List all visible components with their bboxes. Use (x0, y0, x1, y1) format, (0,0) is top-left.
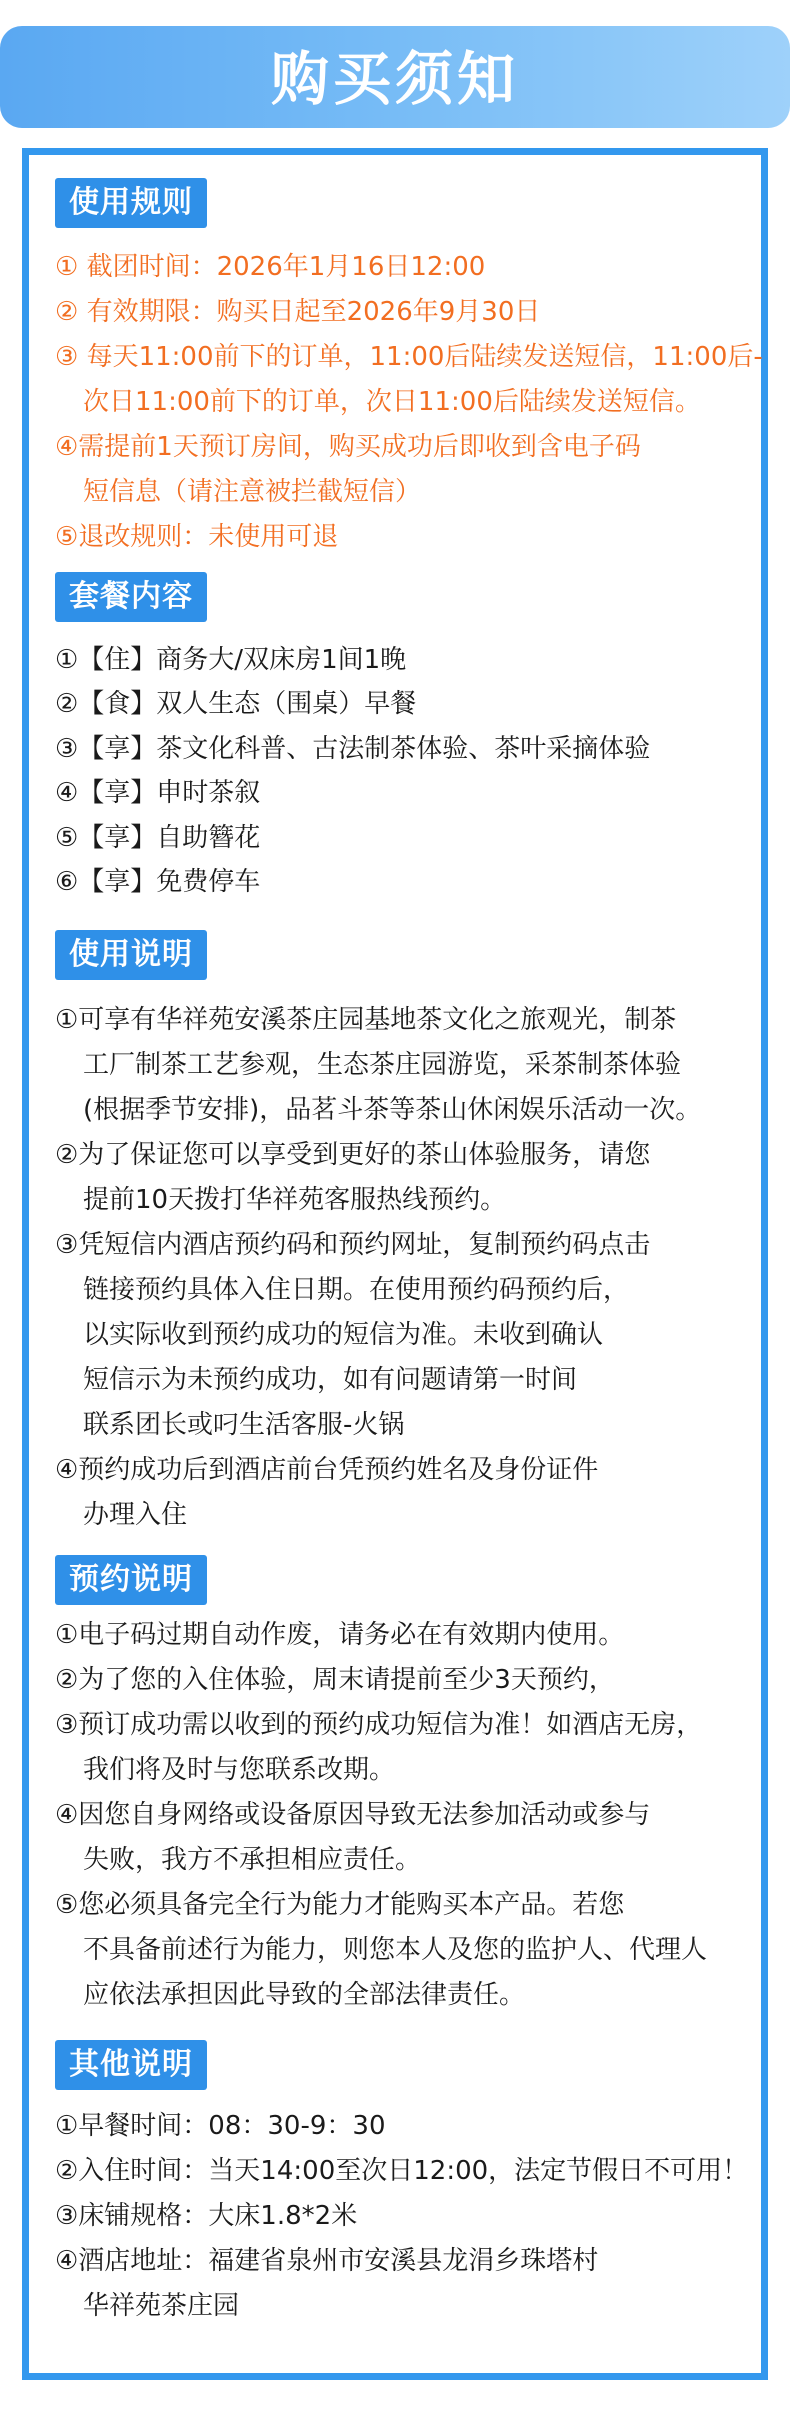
usage-line: 工厂制茶工艺参观，生态茶庄园游览，采茶制茶体验 (83, 1050, 682, 1080)
usage-line: 联系团长或叼生活客服-火锅 (83, 1410, 405, 1440)
rules-line: ① 截团时间：2026年1月16日12:00 (55, 252, 486, 282)
section-heading-package: 套餐内容 (55, 572, 207, 622)
usage-line: (根据季节安排)，品茗斗茶等茶山休闲娱乐活动一次。 (83, 1095, 702, 1125)
other-line: ④酒店地址：福建省泉州市安溪县龙涓乡珠塔村 (55, 2246, 599, 2276)
usage-line: 链接预约具体入住日期。在使用预约码预约后， (83, 1275, 630, 1305)
package-line: ③【享】茶文化科普、古法制茶体验、茶叶采摘体验 (55, 734, 651, 764)
booking-line: ⑤您必须具备完全行为能力才能购买本产品。若您 (55, 1890, 625, 1920)
rules-line: 次日11:00前下的订单，次日11:00后陆续发送短信。 (83, 387, 701, 417)
usage-line: 办理入住 (83, 1500, 188, 1530)
rules-line: 短信息（请注意被拦截短信） (83, 477, 422, 507)
package-line: ⑥【享】免费停车 (55, 867, 261, 897)
other-line: ③床铺规格：大床1.8*2米 (55, 2201, 358, 2231)
title-banner (0, 26, 790, 128)
usage-line: ④预约成功后到酒店前台凭预约姓名及身份证件 (55, 1455, 599, 1485)
package-line: ⑤【享】自助簪花 (55, 823, 261, 853)
other-line: ②入住时间：当天14:00至次日12:00，法定节假日不可用！ (55, 2156, 749, 2186)
usage-line: 提前10天拨打华祥苑客服热线预约。 (83, 1185, 507, 1215)
page-title: 购买须知 (270, 45, 519, 113)
package-line: ②【食】双人生态（围桌）早餐 (55, 689, 417, 719)
rules-line: ② 有效期限：购买日起至2026年9月30日 (55, 297, 541, 327)
booking-line: 不具备前述行为能力，则您本人及您的监护人、代理人 (83, 1935, 708, 1965)
booking-line: 我们将及时与您联系改期。 (83, 1755, 396, 1785)
other-line: 华祥苑茶庄园 (83, 2291, 240, 2321)
booking-line: ①电子码过期自动作废，请务必在有效期内使用。 (55, 1620, 625, 1650)
usage-line: ②为了保证您可以享受到更好的茶山体验服务，请您 (55, 1140, 651, 1170)
section-heading-other: 其他说明 (55, 2040, 207, 2090)
booking-line: 失败，我方不承担相应责任。 (83, 1845, 422, 1875)
package-line: ④【享】申时茶叙 (55, 778, 261, 808)
usage-line: 以实际收到预约成功的短信为准。未收到确认 (83, 1320, 604, 1350)
usage-line: 短信示为未预约成功，如有问题请第一时间 (83, 1365, 578, 1395)
section-heading-booking: 预约说明 (55, 1555, 207, 1605)
booking-line: ③预订成功需以收到的预约成功短信为准！如酒店无房， (55, 1710, 703, 1740)
package-line: ①【住】商务大/双床房1间1晚 (55, 645, 407, 675)
rules-line: ③ 每天11:00前下的订单，11:00后陆续发送短信，11:00后- (55, 342, 763, 372)
other-line: ①早餐时间：08：30-9：30 (55, 2111, 386, 2141)
booking-line: ④因您自身网络或设备原因导致无法参加活动或参与 (55, 1800, 651, 1830)
usage-line: ③凭短信内酒店预约码和预约网址，复制预约码点击 (55, 1230, 651, 1260)
section-heading-usage: 使用说明 (55, 930, 207, 980)
booking-line: ②为了您的入住体验，周末请提前至少3天预约， (55, 1665, 615, 1695)
rules-line: ⑤退改规则：未使用可退 (55, 522, 339, 552)
rules-line: ④需提前1天预订房间，购买成功后即收到含电子码 (55, 432, 641, 462)
booking-line: 应依法承担因此导致的全部法律责任。 (83, 1980, 526, 2010)
usage-line: ①可享有华祥苑安溪茶庄园基地茶文化之旅观光，制茶 (55, 1005, 677, 1035)
section-heading-rules: 使用规则 (55, 178, 207, 228)
